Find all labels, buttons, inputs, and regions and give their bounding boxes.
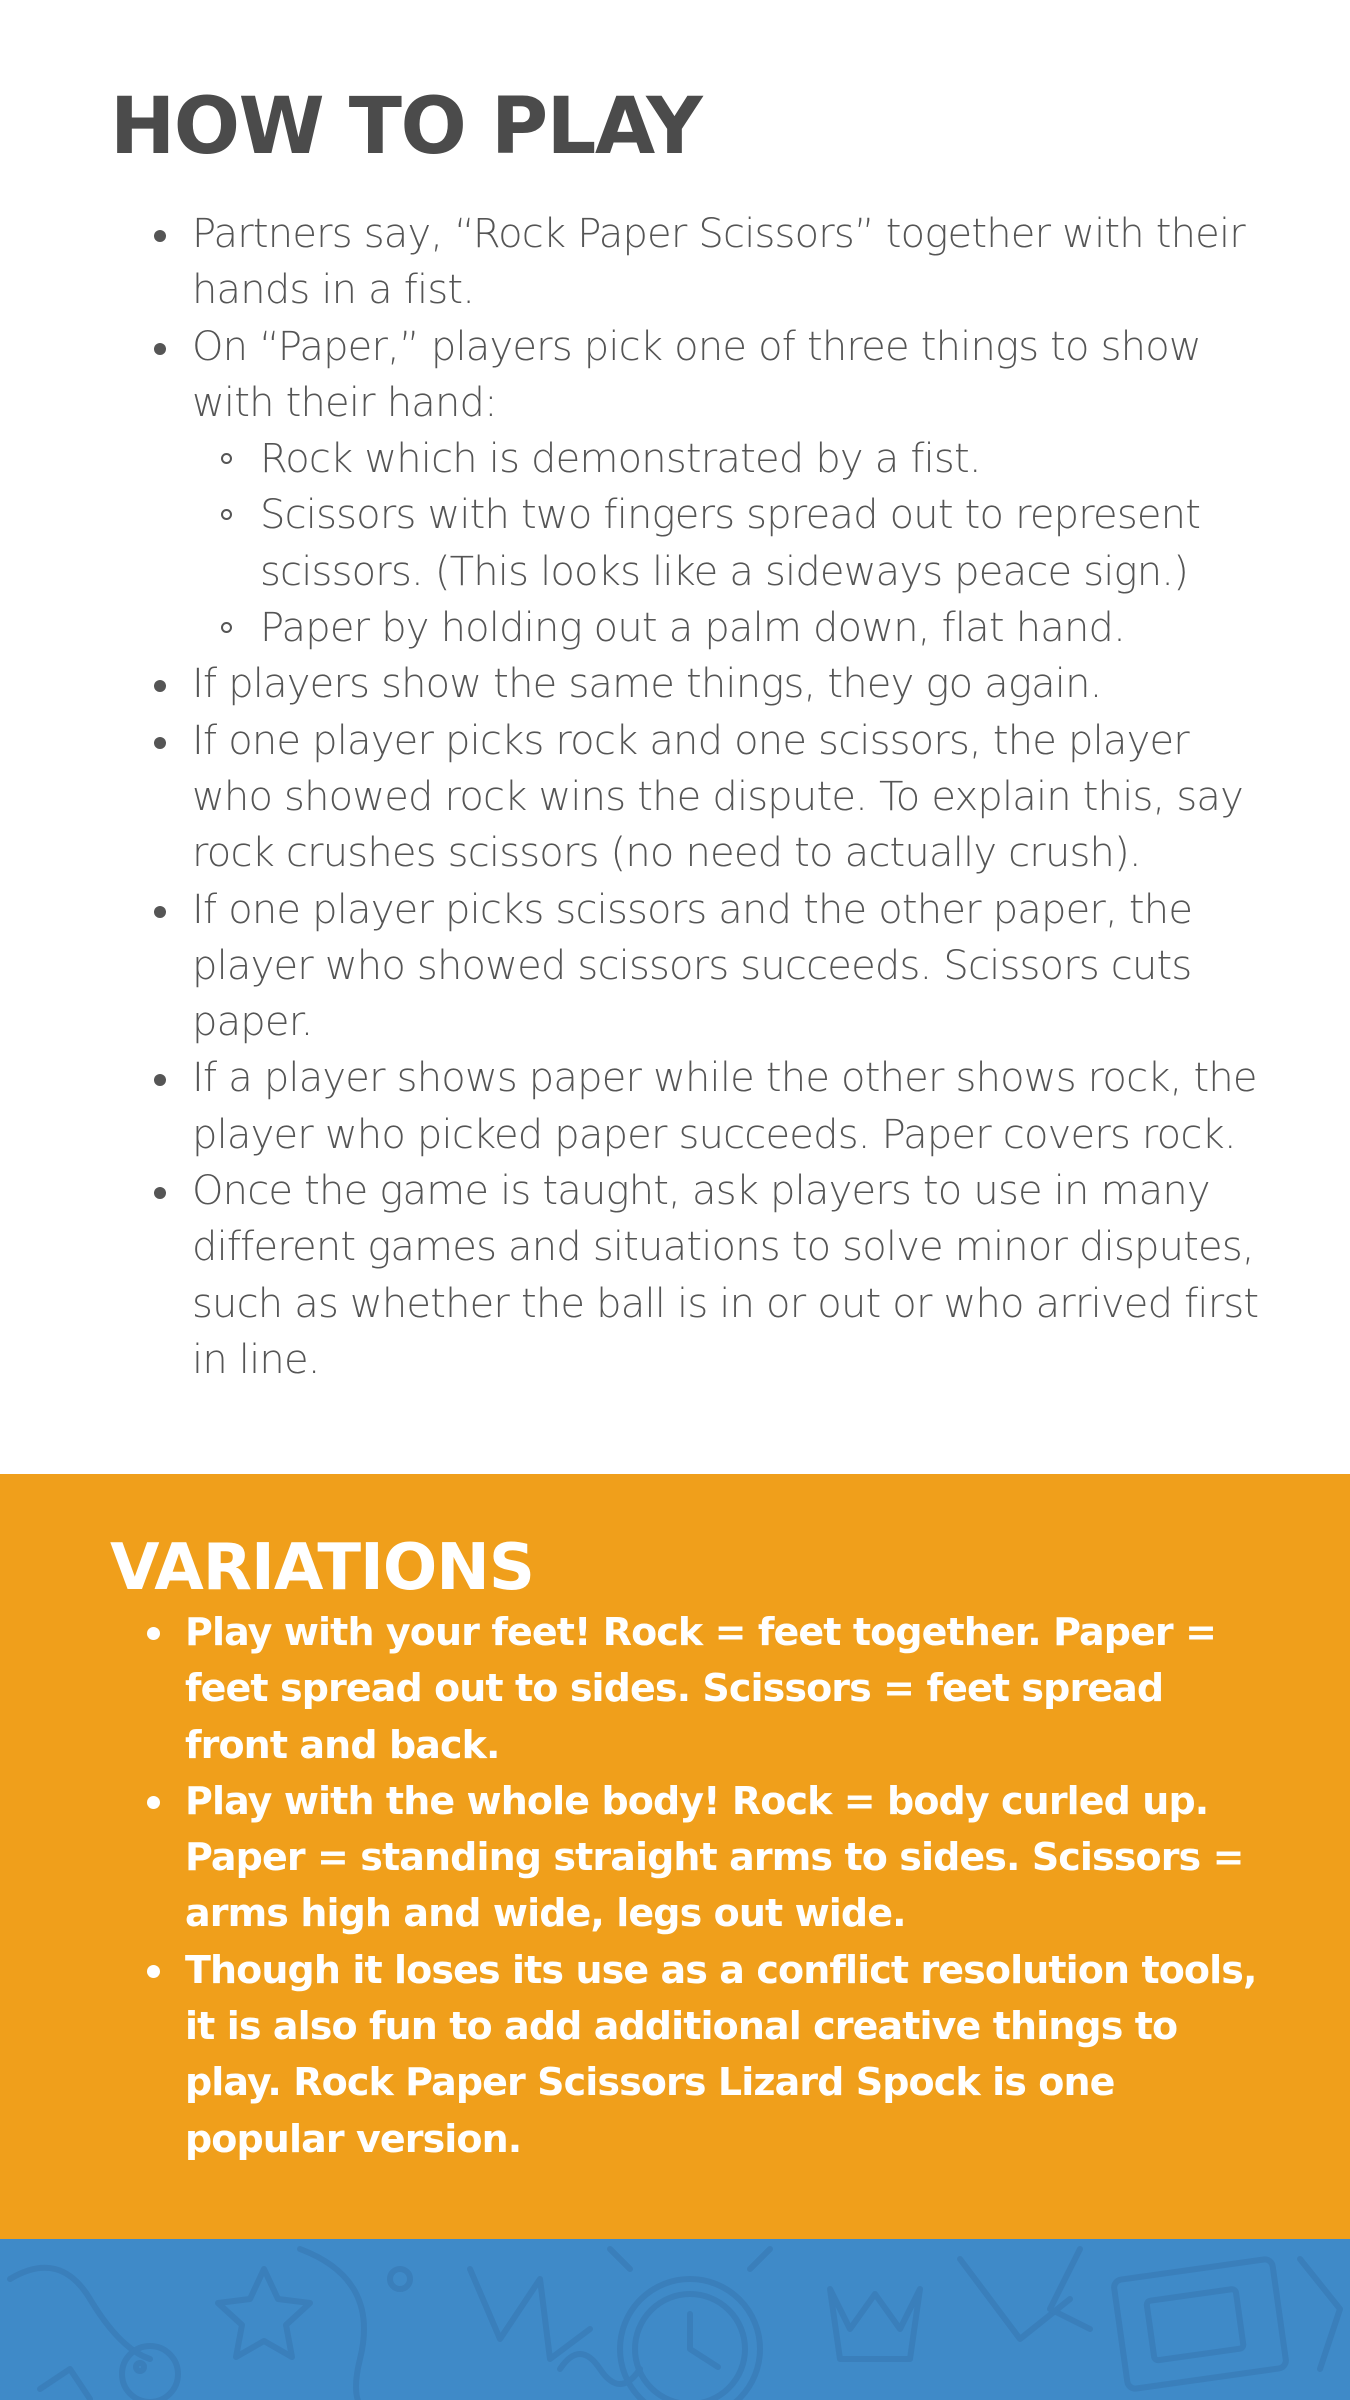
list-item (192, 882, 1272, 1051)
list-item-text: If players show the same things, they go again. (192, 661, 1102, 708)
list-item (192, 656, 1272, 712)
footer-band (0, 2239, 1350, 2400)
how-to-play-title: HOW TO PLAY (110, 82, 702, 172)
crown-icon (830, 2289, 920, 2359)
doodle-pattern-icon (0, 2239, 1350, 2400)
sub-list-item-text: Paper by holding out a palm down, flat hand. (260, 605, 1126, 652)
sub-list-item (260, 487, 1272, 600)
list-item (185, 1942, 1265, 2167)
list-item (185, 1773, 1265, 1942)
sub-list-item (260, 600, 1272, 656)
variations-title: VARIATIONS (110, 1531, 534, 1605)
list-item (192, 206, 1272, 319)
list-item-text: Play with your feet! Rock = feet together. Paper = feet spread out to sides. Scissors = feet spread front and back. (185, 1610, 1217, 1767)
list-item-text: On “Paper,” players pick one of three things to show with their hand: (192, 323, 1201, 426)
star-icon (218, 2269, 310, 2357)
sub-list-item-text: Scissors with two fingers spread out to represent scissors. (This looks like a sideways peace sign.) (260, 492, 1201, 595)
sub-list-item (260, 431, 1272, 487)
list-item (192, 1050, 1272, 1163)
book-icon (1113, 2258, 1287, 2389)
list-item-text: Though it loses its use as a conflict resolution tools, it is also fun to add additional creative things to play. Rock Paper Scissors Lizard Spock is one popular version. (185, 1947, 1257, 2161)
list-item (192, 1163, 1272, 1388)
list-item-text: If a player shows paper while the other shows rock, the player who picked paper succeeds. Paper covers rock. (192, 1055, 1257, 1158)
list-item (192, 713, 1272, 882)
how-to-play-list (192, 206, 1272, 1388)
variations-section (0, 1474, 1350, 2239)
sub-list-item-text: Rock which is demonstrated by a fist. (260, 436, 981, 483)
list-item (185, 1604, 1265, 1773)
list-item-text: Play with the whole body! Rock = body curled up. Paper = standing straight arms to sides. Scissors = arms high and wide, legs out wide. (185, 1778, 1244, 1936)
list-item-text: If one player picks scissors and the other paper, the player who showed scissors succeeds. Scissors cuts paper. (192, 886, 1193, 1046)
variations-list (185, 1604, 1265, 2167)
list-item-text: Once the game is taught, ask players to use in many different games and situations to solve minor disputes, such as whether the ball is in or out or who arrived first in line. (192, 1168, 1259, 1383)
list-item-text: Partners say, “Rock Paper Scissors” together with their hands in a fist. (192, 211, 1245, 314)
hand-signs-sublist (192, 431, 1272, 656)
list-item (192, 319, 1272, 657)
list-item-text: If one player picks rock and one scissors, the player who showed rock wins the dispute. To explain this, say rock crushes scissors (no need to actually crush). (192, 717, 1243, 877)
